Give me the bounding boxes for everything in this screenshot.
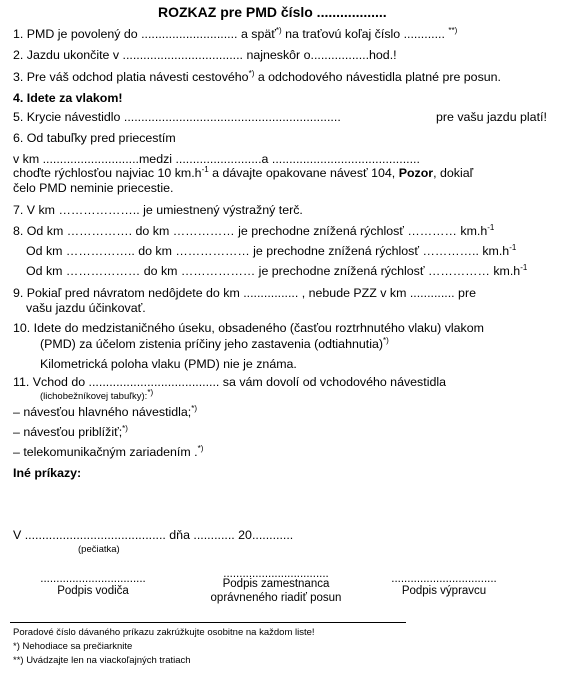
footnote-divider bbox=[10, 622, 406, 623]
item-9-line-a: 9. Pokiaľ pred návratom nedôjdete do km ................ , nebude PZZ v km ............. pre bbox=[13, 286, 476, 300]
form-title: ROZKAZ pre PMD číslo .................. bbox=[158, 4, 387, 20]
item-5 bbox=[13, 110, 341, 124]
item-1-text-a: 1. PMD je povolený do ............................ a späť bbox=[13, 27, 276, 41]
item-10-line-a: 10. Idete do medzistaničného úseku, obsadeného (časťou roztrhnutého vlaku) vlakom bbox=[13, 321, 484, 335]
employee-signature-line: ................................. bbox=[223, 568, 329, 580]
unit-exponent: -1 bbox=[509, 242, 517, 252]
footnote-mark: *) bbox=[248, 68, 255, 78]
item-6-line-c: čelo PMD neminie priecestie. bbox=[13, 181, 174, 195]
footnote-mark: *) bbox=[147, 387, 154, 397]
item-3 bbox=[13, 70, 501, 84]
unit-exponent: -1 bbox=[487, 222, 495, 232]
employee-signature-label-2: oprávneného riadiť posun bbox=[210, 592, 342, 604]
item-8-text-c: Od km ……………… do km ……………… je prechodne znížená rýchlosť …………… km.h bbox=[26, 264, 521, 278]
place-date-line: V ......................................... dňa ............ 20............ bbox=[13, 528, 294, 542]
item-6-until: , dokiaľ bbox=[433, 166, 474, 180]
employee-signature-label-1: Podpis zamestnanca bbox=[222, 578, 330, 590]
item-7: 7. V km ……………….. je umiestnený výstražný terč. bbox=[13, 203, 303, 217]
footnote-3: **) Uvádzajte len na viackoľajných tratiach bbox=[13, 655, 191, 666]
footnote-mark: *) bbox=[197, 443, 204, 453]
item-6: 6. Od tabuľky pred priecestím bbox=[13, 131, 176, 145]
item-6-line-b bbox=[13, 166, 473, 180]
item-11-text-b: (lichobežníkovej tabuľky): bbox=[40, 391, 148, 402]
item-6-signal-text: a dávajte opakovane návesť 104, bbox=[212, 166, 396, 180]
stamp-label: (pečiatka) bbox=[78, 544, 120, 555]
item-8-line-c bbox=[26, 264, 527, 278]
item-5-text-a: 5. Krycie návestidlo ............................................................... bbox=[13, 110, 341, 124]
item-5-tail: pre vašu jazdu platí! bbox=[436, 110, 547, 124]
driver-signature-line: ................................. bbox=[40, 573, 146, 585]
item-11-option-main-signal bbox=[13, 405, 197, 419]
driver-signature-label: Podpis vodiča bbox=[57, 585, 129, 597]
item-6-line-a: v km ............................medzi .........................a ........................................... bbox=[13, 152, 420, 166]
item-3-text-a: 3. Pre váš odchod platia návesti cestového bbox=[13, 70, 249, 84]
item-10-text-b: (PMD) za účelom zistenia príčiny jeho zastavenia (odtiahnutia) bbox=[40, 337, 383, 351]
footnote-mark: *) bbox=[382, 335, 389, 345]
dispatcher-signature-line: ................................. bbox=[391, 573, 497, 585]
unit-exponent: -1 bbox=[201, 164, 209, 174]
dispatcher-signature-label: Podpis výpravcu bbox=[401, 585, 487, 597]
item-6-speed-text: choďte rýchlosťou najviac 10 km.h bbox=[13, 166, 202, 180]
footnote-mark: *) bbox=[275, 25, 282, 35]
item-6-pozor: Pozor bbox=[398, 166, 434, 180]
item-11-text-c: – návesťou hlavného návestidla; bbox=[13, 405, 192, 419]
item-11-line-b bbox=[40, 387, 154, 402]
footnote-mark: *) bbox=[122, 423, 128, 433]
item-4: 4. Idete za vlakom! bbox=[13, 91, 123, 105]
unit-exponent: -1 bbox=[520, 262, 528, 272]
item-3-text-b: a odchodového návestidla platné pre posun. bbox=[257, 70, 501, 84]
item-10-line-b bbox=[40, 337, 389, 351]
item-8-text-b: Od km …………….. do km ……………… je prechodne znížená rýchlosť ………….. km.h bbox=[26, 244, 510, 258]
item-10-line-c: Kilometrická poloha vlaku (PMD) nie je známa. bbox=[40, 357, 297, 371]
item-11-option-approach bbox=[13, 425, 128, 439]
item-8-text-a: 8. Od km ……………. do km …………… je prechodne znížená rýchlosť ………… km.h bbox=[13, 224, 488, 238]
footnote-2: *) Nehodiace sa prečiarknite bbox=[13, 641, 133, 652]
footnote-1: Poradové číslo dávaného príkazu zakrúžkujte osobitne na každom liste! bbox=[13, 627, 315, 638]
item-8-line-a bbox=[13, 224, 494, 238]
item-9-line-b: vašu jazdu účinkovať. bbox=[26, 301, 146, 315]
item-11-option-telecom bbox=[13, 445, 203, 459]
item-2: 2. Jazdu ukončite v ................................... najneskôr o.................hod.! bbox=[13, 48, 397, 62]
item-11-line-a: 11. Vchod do ...................................... sa vám dovolí od vchodového návestidla bbox=[13, 375, 446, 389]
item-8-line-b bbox=[26, 244, 516, 258]
other-orders-heading: Iné príkazy: bbox=[13, 466, 82, 480]
item-1 bbox=[13, 27, 457, 41]
footnote-mark: *) bbox=[191, 403, 198, 413]
item-1-text-b: na traťovú koľaj číslo ............ bbox=[285, 27, 445, 41]
item-11-text-d: – návesťou priblížiť; bbox=[13, 425, 123, 439]
footnote-mark-double: **) bbox=[448, 25, 458, 35]
item-11-text-e: – telekomunikačným zariadením . bbox=[13, 445, 198, 459]
